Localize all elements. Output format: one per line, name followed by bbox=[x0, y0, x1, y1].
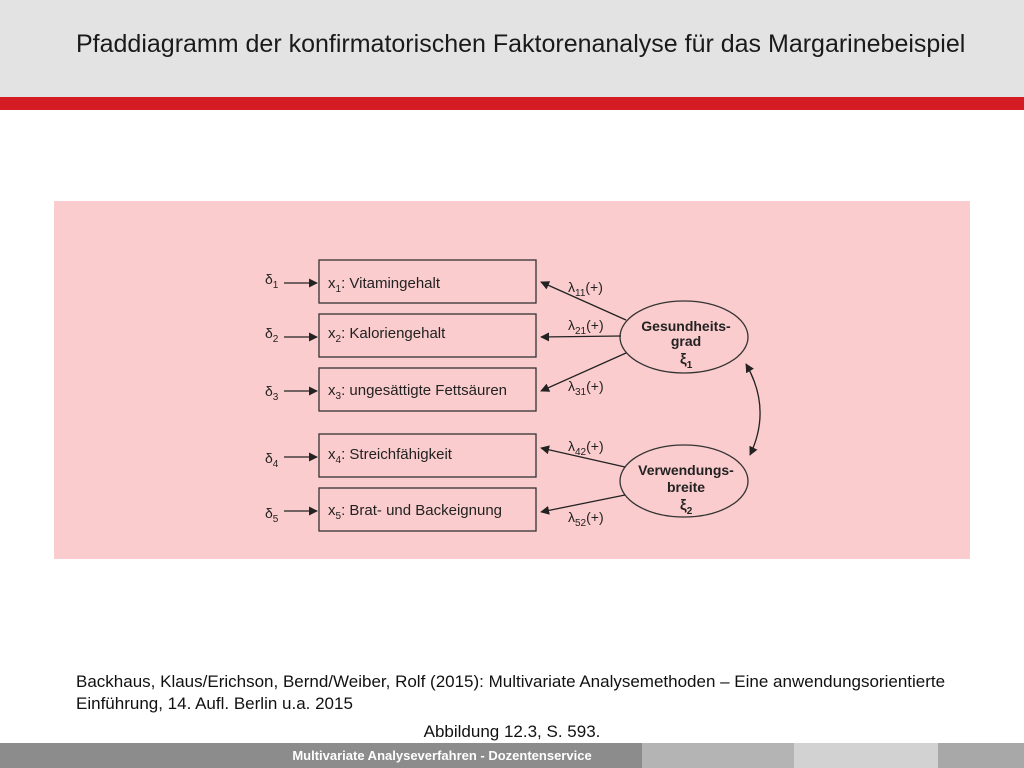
error-label-d2: $\delta_2$ bbox=[265, 325, 279, 345]
error-label-d5: $\delta_5$ bbox=[265, 505, 279, 525]
loading-label-l11: $\lambda_{11}(+)$ bbox=[568, 279, 603, 299]
loading-arrow-l52 bbox=[541, 495, 625, 512]
loading-arrow-l31 bbox=[541, 353, 626, 391]
factor-label-1-line1: Gesundheits- bbox=[641, 318, 731, 334]
footer-bar bbox=[0, 743, 1024, 768]
factor-symbol-1: $\xi_1$ bbox=[680, 351, 693, 371]
indicator-label-x3: $x_3$: ungesättigte Fettsäuren bbox=[328, 382, 507, 402]
loading-label-l42: $\lambda_{42}(+)$ bbox=[568, 438, 604, 458]
footer-text: Multivariate Analyseverfahren - Dozentenservice bbox=[292, 748, 592, 763]
error-label-d4: $\delta_4$ bbox=[265, 450, 279, 470]
indicator-label-x4: $x_4$: Streichfähigkeit bbox=[328, 446, 452, 466]
loading-label-l31: $\lambda_{31}(+)$ bbox=[568, 378, 604, 398]
footer-segment bbox=[0, 743, 242, 768]
slide-title: Pfaddiagramm der konfirmatorischen Faktorenanalyse für das Margarinebeispiel bbox=[76, 30, 966, 58]
indicator-label-x1: $x_1$: Vitamingehalt bbox=[328, 275, 441, 295]
loading-label-l21: $\lambda_{21}(+)$ bbox=[568, 317, 604, 337]
factor-label-2-line2: breite bbox=[666, 479, 706, 495]
citation-text: Backhaus, Klaus/Erichson, Bernd/Weiber, Rolf (2015): Multivariate Analysemethoden – Eine anwendungsorientierte Einführung, 14. Aufl. Berlin u.a. 2015 bbox=[76, 672, 946, 713]
indicator-label-x5: $x_5$: Brat- und Backeignung bbox=[328, 502, 502, 522]
indicator-label-x2: $x_2$: Kaloriengehalt bbox=[328, 325, 446, 345]
factor-label-1-line2: grad bbox=[670, 333, 702, 349]
figure-reference: Abbildung 12.3, S. 593. bbox=[423, 722, 601, 741]
factor-label-2-line1: Verwendungs- bbox=[638, 462, 734, 478]
error-label-d1: $\delta_1$ bbox=[265, 271, 279, 291]
error-label-d3: $\delta_3$ bbox=[265, 383, 279, 403]
footer-segment bbox=[794, 743, 938, 768]
footer-segment bbox=[642, 743, 794, 768]
factor-correlation-arc bbox=[746, 364, 760, 455]
footer-segment bbox=[938, 743, 1024, 768]
factor-symbol-2: $\xi_2$ bbox=[680, 497, 693, 517]
loading-label-l52: $\lambda_{52}(+)$ bbox=[568, 509, 604, 529]
